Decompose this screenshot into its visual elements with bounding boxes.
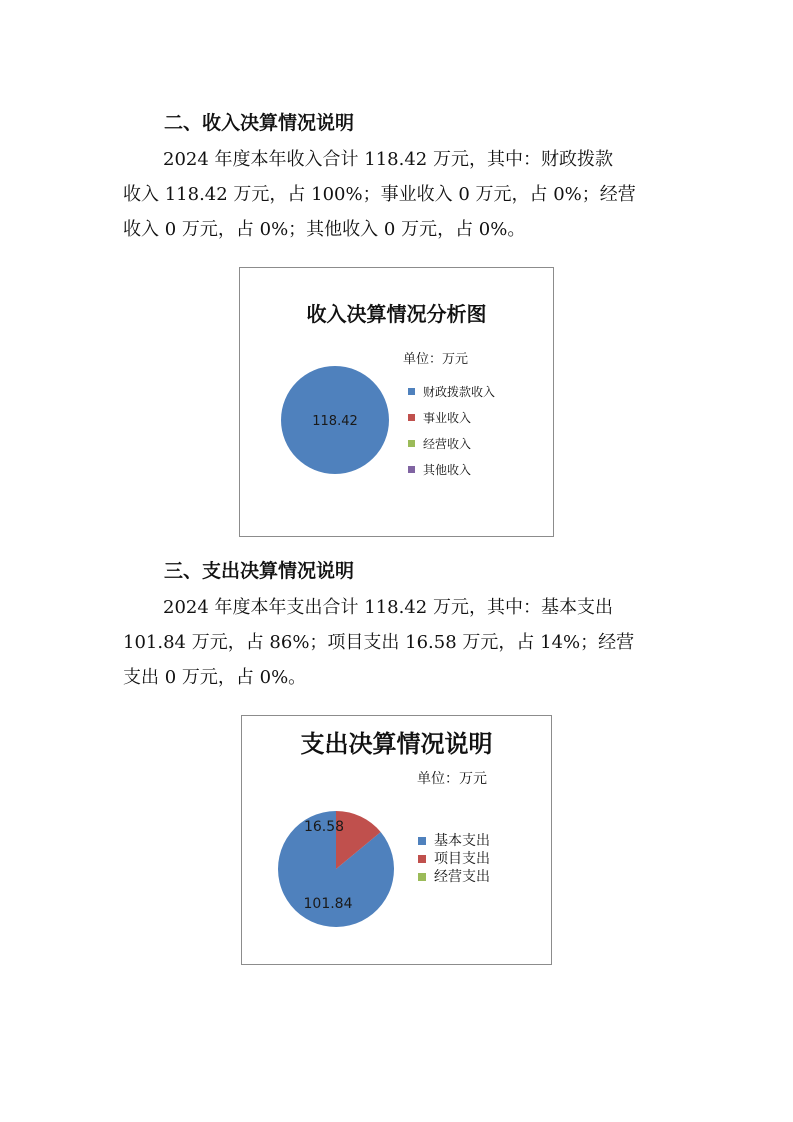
section3-line-3: 支出 0 万元，占 0%。	[123, 667, 307, 688]
income-chart-legend	[408, 378, 495, 482]
section3-paragraph	[123, 590, 683, 695]
legend-swatch	[408, 414, 415, 421]
legend-label: 经营支出	[434, 869, 490, 885]
section2-line-2: 收入 118.42 万元，占 100%；事业收入 0 万元，占 0%；经营	[123, 184, 636, 205]
income-pie	[240, 268, 555, 538]
section3-line-1: 2024 年度本年支出合计 118.42 万元，其中：基本支出	[163, 597, 613, 618]
section3-heading: 三、支出决算情况说明	[164, 560, 355, 582]
pie-data-label-2: 16.58	[303, 819, 345, 835]
expenditure-pie	[242, 716, 553, 966]
legend-item	[408, 404, 495, 430]
legend-item	[408, 456, 495, 482]
legend-label: 基本支出	[434, 833, 490, 849]
expenditure-chart-unit: 单位：万元	[417, 771, 487, 787]
legend-item	[408, 378, 495, 404]
legend-item	[418, 832, 490, 850]
legend-swatch	[418, 855, 426, 863]
legend-item	[418, 850, 490, 868]
pie-data-label-1: 118.42	[312, 414, 358, 429]
income-chart-unit: 单位：万元	[403, 352, 469, 367]
legend-swatch	[408, 388, 415, 395]
legend-label: 经营收入	[423, 436, 472, 451]
pie-data-label-1: 101.84	[303, 896, 353, 912]
legend-swatch	[408, 440, 415, 447]
legend-label: 财政拨款收入	[423, 384, 496, 399]
legend-label: 项目支出	[434, 851, 490, 867]
section2-paragraph	[123, 142, 683, 247]
legend-swatch	[408, 466, 415, 473]
section2-line-3: 收入 0 万元，占 0%；其他收入 0 万元，占 0%。	[123, 219, 526, 240]
section2-line-1: 2024 年度本年收入合计 118.42 万元，其中：财政拨款	[163, 149, 613, 170]
legend-label: 其他收入	[423, 462, 472, 477]
legend-swatch	[418, 873, 426, 881]
legend-item	[418, 868, 490, 886]
legend-label: 事业收入	[423, 410, 472, 425]
expenditure-chart-title: 支出决算情况说明	[300, 729, 493, 758]
section2-heading: 二、收入决算情况说明	[164, 112, 355, 134]
legend-item	[408, 430, 495, 456]
income-chart	[239, 267, 554, 537]
income-chart-title: 收入决算情况分析图	[306, 302, 487, 326]
legend-swatch	[418, 837, 426, 845]
section3-line-2: 101.84 万元，占 86%；项目支出 16.58 万元，占 14%；经营	[123, 632, 635, 653]
expenditure-chart	[241, 715, 552, 965]
expenditure-chart-legend	[418, 832, 490, 886]
